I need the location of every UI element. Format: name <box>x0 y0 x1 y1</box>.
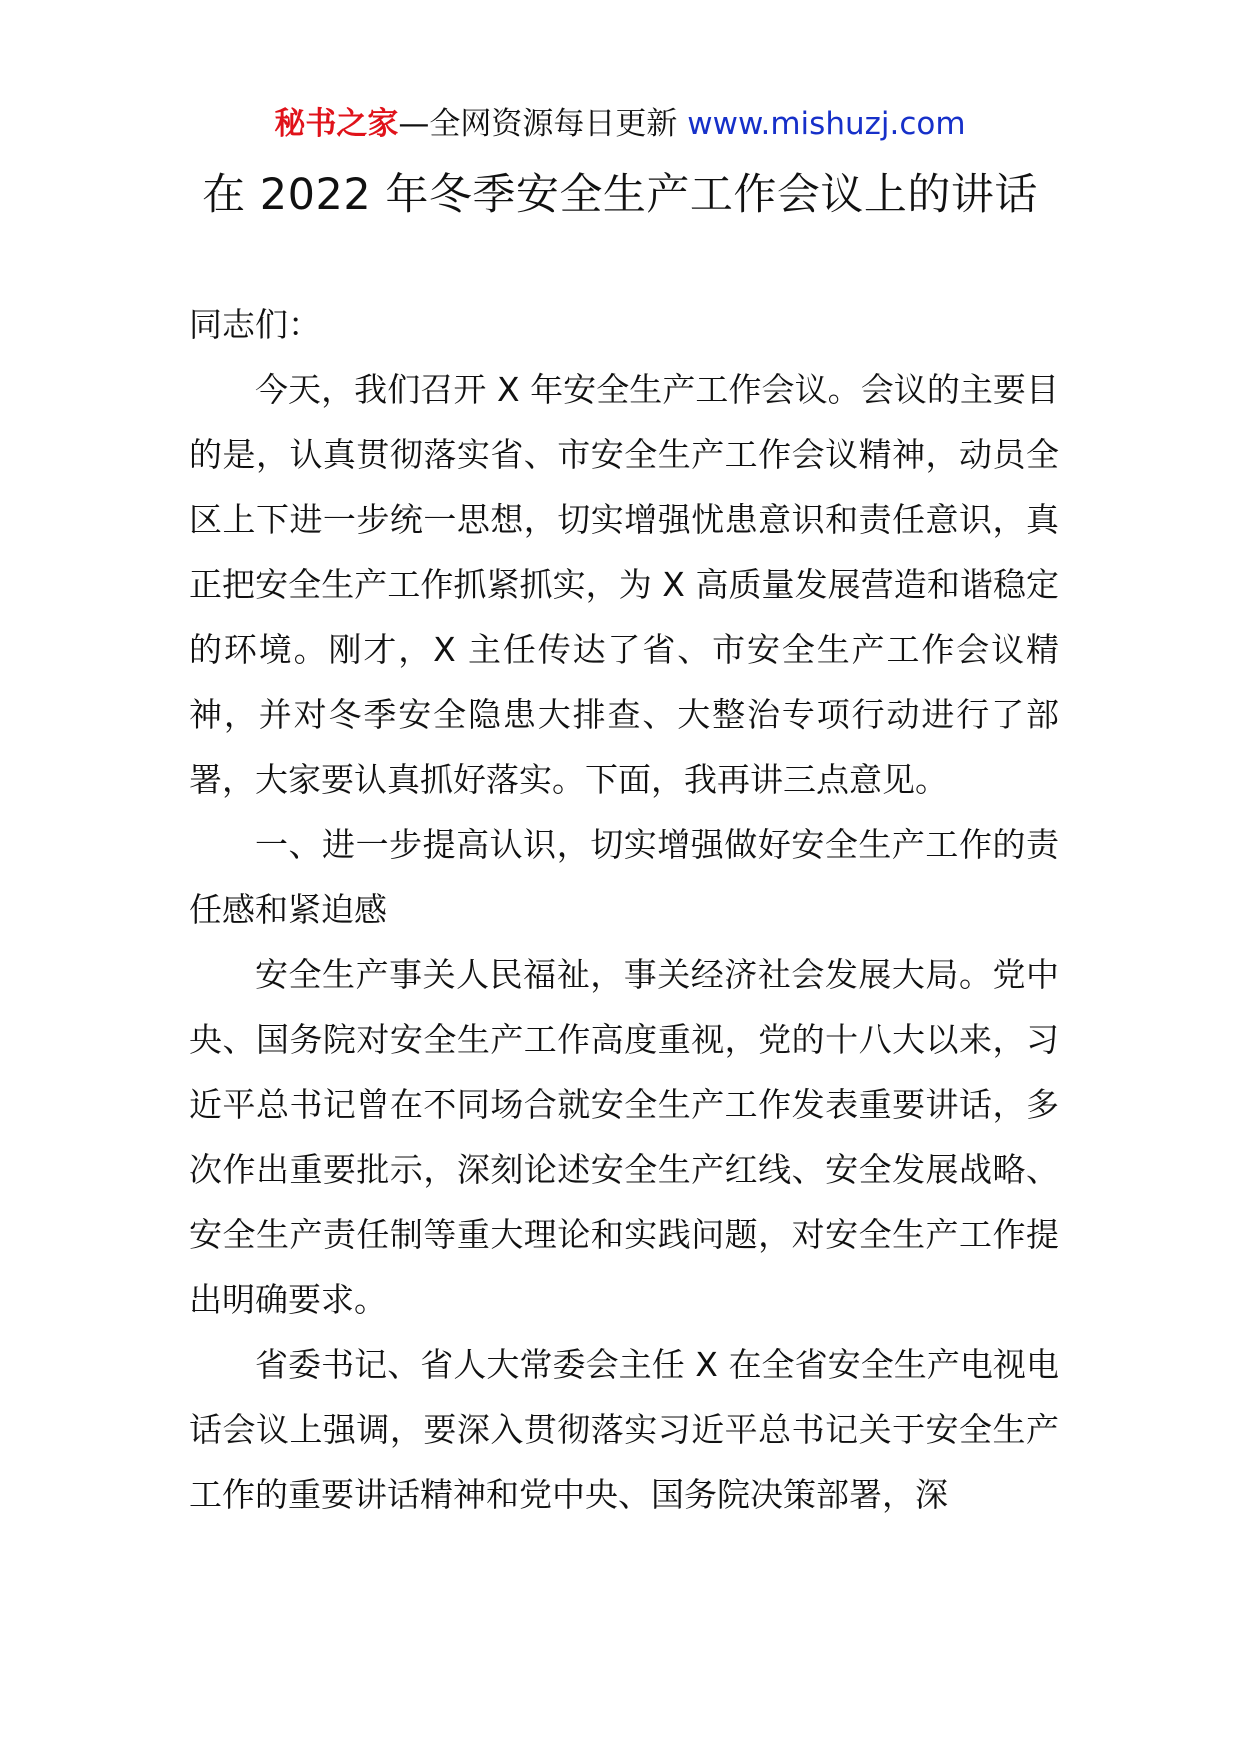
site-tagline: —全网资源每日更新 <box>398 106 688 142</box>
site-banner <box>0 102 1240 146</box>
site-url-link[interactable]: www.mishuzj.com <box>687 106 966 142</box>
document-title: 在 2022 年冬季安全生产工作会议上的讲话 <box>202 170 1038 220</box>
greeting: 同志们： <box>189 305 321 344</box>
paragraph-intro: 今天，我们召开 X 年安全生产工作会议。会议的主要目的是，认真贯彻落实省、市安全生产工作会议精神，动员全区上下进一步统一思想，切实增强忧患意识和责任意识，真正把安全生产工作抓紧抓实，为 X 高质量发展营造和谐稳定的环境。刚才，X 主任传达了省、市安全生产工作会议精神，并对冬季安全隐患大排查、大整治专项行动进行了部署，大家要认真抓好落实。下面，我再讲三点意见。 <box>189 370 1059 799</box>
section-heading: 一、进一步提高认识，切实增强做好安全生产工作的责任感和紧迫感 <box>189 825 1059 929</box>
paragraph-body: 省委书记、省人大常委会主任 X 在全省安全生产电视电话会议上强调，要深入贯彻落实习近平总书记关于安全生产工作的重要讲话精神和党中央、国务院决策部署，深 <box>189 1345 1059 1514</box>
paragraph-body: 安全生产事关人民福祉，事关经济社会发展大局。党中央、国务院对安全生产工作高度重视，党的十八大以来，习近平总书记曾在不同场合就安全生产工作发表重要讲话，多次作出重要批示，深刻论述安全生产红线、安全发展战略、安全生产责任制等重大理论和实践问题，对安全生产工作提出明确要求。 <box>189 955 1059 1319</box>
document-body <box>189 292 1059 1527</box>
site-name: 秘书之家 <box>274 106 399 142</box>
